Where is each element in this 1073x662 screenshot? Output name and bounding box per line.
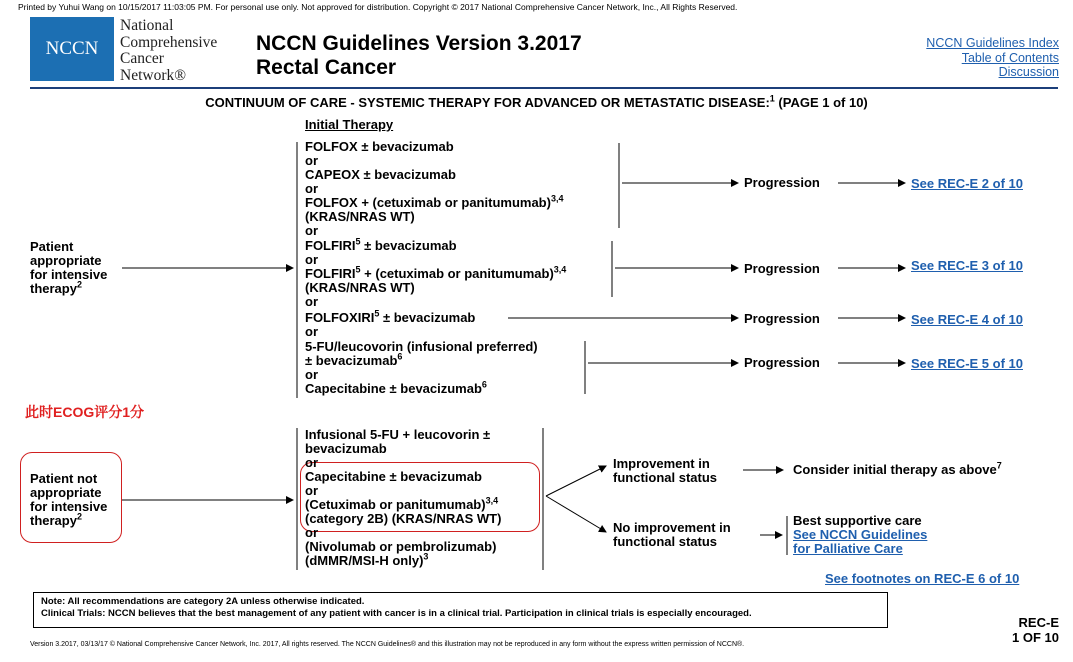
therapy-qualifier: (category 2B) (KRAS/NRAS WT): [305, 511, 502, 526]
patient-intensive-line: appropriate: [30, 253, 102, 268]
improvement-arrow: [546, 466, 606, 496]
patient-not-box: [30, 472, 107, 528]
consider-text: Consider initial therapy as above: [793, 462, 997, 477]
footnote-ref: 3,4: [485, 495, 499, 506]
patient-intensive-box: [30, 240, 107, 296]
patient-not-line: Patient not: [30, 471, 98, 486]
therapy-option: Infusional 5-FU + leucovorin ±: [305, 427, 491, 442]
or-label: or: [305, 252, 318, 267]
see-rec-e-2-link[interactable]: See REC-E 2 of 10: [911, 176, 1023, 191]
print-notice: Printed by Yuhui Wang on 10/15/2017 11:03:05 PM. For personal use only. Not approved for distribution. Copyright © 2017 National Comprehensive Cancer Network, Inc., All Rights Reserved.: [18, 2, 738, 12]
or-label: or: [305, 181, 318, 196]
therapy-option: CAPEOX ± bevacizumab: [305, 167, 456, 182]
footnote-ref: 3,4: [553, 264, 567, 275]
footnote-ref: 5: [374, 308, 380, 319]
patient-intensive-line: for intensive: [30, 267, 108, 282]
patient-not-line: therapy: [30, 513, 77, 528]
footnote-ref: 5: [355, 236, 361, 247]
page-heading-text: CONTINUUM OF CARE - SYSTEMIC THERAPY FOR ADVANCED OR METASTATIC DISEASE:: [205, 95, 770, 110]
page-heading-suffix: (PAGE 1 of 10): [774, 95, 868, 110]
see-rec-e-5-link[interactable]: See REC-E 5 of 10: [911, 356, 1023, 371]
guidelines-index-link[interactable]: NCCN Guidelines Index: [926, 36, 1059, 50]
palliative-link-line[interactable]: See NCCN Guidelines: [793, 527, 928, 542]
best-supportive-care: Best supportive care: [793, 513, 922, 528]
footnote-ref: 3,4: [550, 193, 564, 204]
ecog-annotation: 此时ECOG评分1分: [25, 404, 145, 420]
page-code: [1012, 615, 1059, 645]
footnote-ref: 6: [481, 379, 487, 390]
therapy-option: FOLFOXIRI: [305, 310, 375, 325]
therapy-option: (Nivolumab or pembrolizumab): [305, 539, 497, 554]
initial-therapy-heading: Initial Therapy: [305, 117, 394, 132]
therapy-option: FOLFIRI: [305, 266, 356, 281]
note-box: [33, 592, 888, 628]
therapy-option: FOLFIRI: [305, 238, 356, 253]
improvement-line: Improvement in: [613, 456, 710, 471]
therapy-group-3: [305, 308, 476, 339]
therapy-option: (Cetuximab or panitumumab): [305, 497, 486, 512]
therapy-option: 5-FU/leucovorin (infusional preferred): [305, 339, 538, 354]
clinical-trials-note: Clinical Trials: NCCN believes that the best management of any patient with cancer is in a clinical trial. Participation in clinical trials is especially encouraged.: [41, 607, 752, 619]
therapy-group-4: [305, 340, 538, 396]
page-code-id: REC-E: [1018, 615, 1059, 630]
or-label: or: [305, 483, 318, 498]
footer-copyright: Version 3.2017, 03/13/17 © National Comprehensive Cancer Network, Inc. 2017, All rights reserved. The NCCN Guidelines® and this illustration may not be reproduced in any form without the express written permission of NCCN®.: [30, 641, 745, 648]
no-improvement-arrow: [546, 496, 606, 532]
therapy-qualifier: (dMMR/MSI-H only): [305, 553, 424, 568]
or-label: or: [305, 153, 318, 168]
logo-text: NCCN: [45, 38, 99, 59]
footnote-ref: 7: [996, 460, 1002, 471]
org-name-line: Cancer: [120, 50, 164, 67]
guideline-version: NCCN Guidelines Version 3.2017: [256, 32, 582, 55]
patient-not-line: for intensive: [30, 499, 108, 514]
therapy-option-suffix: ± bevacizumab: [360, 238, 457, 253]
palliative-link-line[interactable]: for Palliative Care: [793, 541, 903, 556]
or-label: or: [305, 525, 318, 540]
therapy-group-5: [305, 428, 501, 568]
see-rec-e-4-link[interactable]: See REC-E 4 of 10: [911, 312, 1023, 327]
palliative-care-link[interactable]: [793, 528, 927, 556]
therapy-option: ± bevacizumab: [305, 353, 398, 368]
consider-initial-therapy: [793, 460, 1002, 477]
patient-not-line: appropriate: [30, 485, 102, 500]
therapy-option: Capecitabine ± bevacizumab: [305, 469, 482, 484]
or-label: or: [305, 367, 318, 382]
or-label: or: [305, 455, 318, 470]
therapy-option: bevacizumab: [305, 441, 387, 456]
page-heading-footnote: 1: [769, 93, 775, 104]
footnote-ref: 3: [423, 551, 429, 562]
therapy-qualifier: (KRAS/NRAS WT): [305, 280, 415, 295]
footnote-ref: 5: [355, 264, 361, 275]
progression-label: Progression: [744, 355, 820, 370]
no-improvement-line: functional status: [613, 534, 718, 549]
therapy-option-suffix: + (cetuximab or panitumumab): [360, 266, 554, 281]
therapy-group-1: [305, 140, 563, 238]
therapy-group-2: [305, 236, 567, 309]
see-rec-e-3-link[interactable]: See REC-E 3 of 10: [911, 258, 1023, 273]
footnote-ref: 6: [397, 351, 403, 362]
therapy-option: FOLFOX ± bevacizumab: [305, 139, 454, 154]
discussion-link[interactable]: Discussion: [998, 65, 1059, 79]
no-improvement-line: No improvement in: [613, 520, 731, 535]
note-line: Note: All recommendations are category 2A unless otherwise indicated.: [41, 596, 365, 607]
improvement-outcome: [613, 457, 717, 485]
page-number: 1 OF 10: [1012, 630, 1059, 645]
org-name-line: Comprehensive: [120, 33, 218, 51]
or-label: or: [305, 223, 318, 238]
org-name-line: Network®: [120, 66, 187, 84]
or-label: or: [305, 324, 318, 339]
progression-label: Progression: [744, 311, 820, 326]
org-name-line: National: [120, 17, 174, 34]
therapy-option: FOLFOX + (cetuximab or panitumumab): [305, 195, 551, 210]
or-label: or: [305, 294, 318, 309]
table-of-contents-link[interactable]: Table of Contents: [961, 50, 1059, 65]
guideline-subject: Rectal Cancer: [256, 56, 397, 79]
improvement-line: functional status: [613, 470, 718, 485]
progression-label: Progression: [744, 261, 820, 276]
patient-intensive-line: Patient: [30, 239, 74, 254]
footnotes-link[interactable]: See footnotes on REC-E 6 of 10: [825, 571, 1020, 586]
therapy-option: Capecitabine ± bevacizumab: [305, 381, 482, 396]
patient-intensive-line: therapy: [30, 281, 77, 296]
footnote-ref: 2: [76, 279, 82, 290]
therapy-option-suffix: ± bevacizumab: [379, 310, 476, 325]
therapy-qualifier: (KRAS/NRAS WT): [305, 209, 415, 224]
no-improvement-outcome: [613, 521, 731, 549]
footnote-ref: 2: [76, 511, 82, 522]
progression-label: Progression: [744, 175, 820, 190]
